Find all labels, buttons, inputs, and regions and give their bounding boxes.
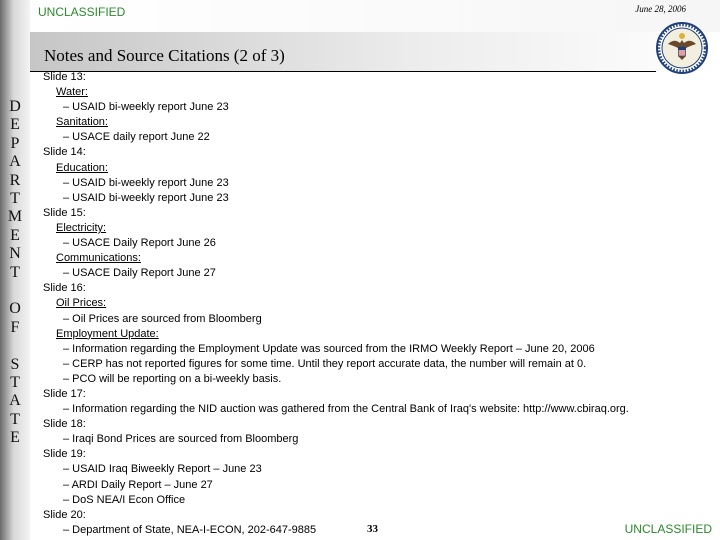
page-title: Notes and Source Citations (2 of 3) xyxy=(44,46,285,65)
vertical-letter: S xyxy=(10,355,20,373)
citation-line xyxy=(43,478,713,493)
source-item: – ARDI Daily Report – June 27 xyxy=(63,478,213,491)
vertical-letter: E xyxy=(10,116,20,134)
slide-heading: Slide 18: xyxy=(43,418,86,431)
citation-line xyxy=(43,342,713,357)
citation-line xyxy=(43,70,713,85)
citation-line xyxy=(43,296,713,311)
citation-line xyxy=(43,236,713,251)
citation-line xyxy=(43,312,713,327)
classification-bottom: UNCLASSIFIED xyxy=(624,522,712,536)
category-label: Water: xyxy=(56,86,88,99)
category-label: Communications: xyxy=(56,252,141,265)
vertical-letter: N xyxy=(9,245,21,263)
citation-line xyxy=(43,462,713,477)
source-item: – USAID Iraq Biweekly Report – June 23 xyxy=(63,463,262,476)
slide-heading: Slide 16: xyxy=(43,282,86,295)
source-item: – Information regarding the NID auction was gathered from the Central Bank of Iraq's website: http://www.cbiraq.org. xyxy=(63,403,629,416)
vertical-letter: O xyxy=(9,300,21,318)
page-number: 33 xyxy=(367,523,378,535)
citation-line xyxy=(43,432,713,447)
citation-line xyxy=(43,85,713,100)
vertical-letter: E xyxy=(10,429,20,447)
source-item: – USACE Daily Report June 26 xyxy=(63,237,216,250)
slide-heading: Slide 14: xyxy=(43,146,86,159)
category-label: Oil Prices: xyxy=(56,297,107,310)
slide-heading: Slide 20: xyxy=(43,508,86,521)
citation-line xyxy=(43,523,713,538)
citation-line xyxy=(43,115,713,130)
vertical-letter: A xyxy=(9,153,21,171)
vertical-letter: M xyxy=(7,208,23,226)
citation-line xyxy=(43,508,713,523)
category-label: Sanitation: xyxy=(56,116,108,129)
department-of-state-vertical-text xyxy=(4,98,26,448)
vertical-gap xyxy=(4,282,26,300)
slide-heading: Slide 17: xyxy=(43,387,86,400)
source-item: – USAID bi-weekly report June 23 xyxy=(63,101,229,114)
citation-line xyxy=(43,493,713,508)
vertical-letter: D xyxy=(9,98,21,115)
source-item: – Oil Prices are sourced from Bloomberg xyxy=(63,312,262,325)
slide-heading: Slide 13: xyxy=(43,71,86,83)
vertical-gap xyxy=(4,337,26,355)
citation-line xyxy=(43,206,713,221)
source-item: – Department of State, NEA-I-ECON, 202-647-9885 xyxy=(63,523,317,536)
source-item: – USAID bi-weekly report June 23 xyxy=(63,176,229,189)
source-item: – Information regarding the Employment Update was sourced from the IRMO Weekly Report – June 20, 2006 xyxy=(63,342,595,355)
vertical-letter: T xyxy=(10,190,20,208)
vertical-letter: F xyxy=(10,318,20,336)
citation-line xyxy=(43,327,713,342)
citation-line xyxy=(43,130,713,145)
citations-list xyxy=(43,70,713,538)
citation-line xyxy=(43,251,713,266)
citation-line xyxy=(43,145,713,160)
source-item: – USAID bi-weekly report June 23 xyxy=(63,191,229,204)
category-label: Electricity: xyxy=(56,221,107,234)
vertical-letter: E xyxy=(10,226,20,244)
citation-line xyxy=(43,221,713,236)
classification-top: UNCLASSIFIED xyxy=(38,5,126,19)
citation-line xyxy=(43,176,713,191)
slide-heading: Slide 15: xyxy=(43,206,86,219)
header-band xyxy=(30,0,720,32)
citation-line xyxy=(43,266,713,281)
citation-line xyxy=(43,281,713,296)
source-item: – USACE Daily Report June 27 xyxy=(63,267,216,280)
citation-line xyxy=(43,100,713,115)
slide-date: June 28, 2006 xyxy=(635,4,686,14)
category-label: Employment Update: xyxy=(56,327,159,340)
citation-line xyxy=(43,447,713,462)
citation-line xyxy=(43,387,713,402)
citation-line xyxy=(43,372,713,387)
citation-line xyxy=(43,161,713,176)
vertical-letter: P xyxy=(10,134,20,152)
slide-heading: Slide 19: xyxy=(43,448,86,461)
citation-line xyxy=(43,357,713,372)
source-item: – CERP has not reported figures for some time. Until they report accurate data, the number will remain at 0. xyxy=(63,357,587,370)
vertical-letter: T xyxy=(10,263,20,281)
citation-line xyxy=(43,402,713,417)
vertical-letter: T xyxy=(10,410,20,428)
source-item: – USACE daily report June 22 xyxy=(63,131,210,144)
vertical-letter: R xyxy=(9,171,21,189)
category-label: Education: xyxy=(56,161,108,174)
citation-line xyxy=(43,191,713,206)
vertical-letter: T xyxy=(10,374,20,392)
source-item: – DoS NEA/I Econ Office xyxy=(63,493,186,506)
source-item: – PCO will be reporting on a bi-weekly basis. xyxy=(63,372,282,385)
vertical-letter: A xyxy=(9,392,21,410)
state-department-seal-icon xyxy=(656,22,708,74)
citation-line xyxy=(43,417,713,432)
source-item: – Iraqi Bond Prices are sourced from Bloomberg xyxy=(63,433,299,446)
